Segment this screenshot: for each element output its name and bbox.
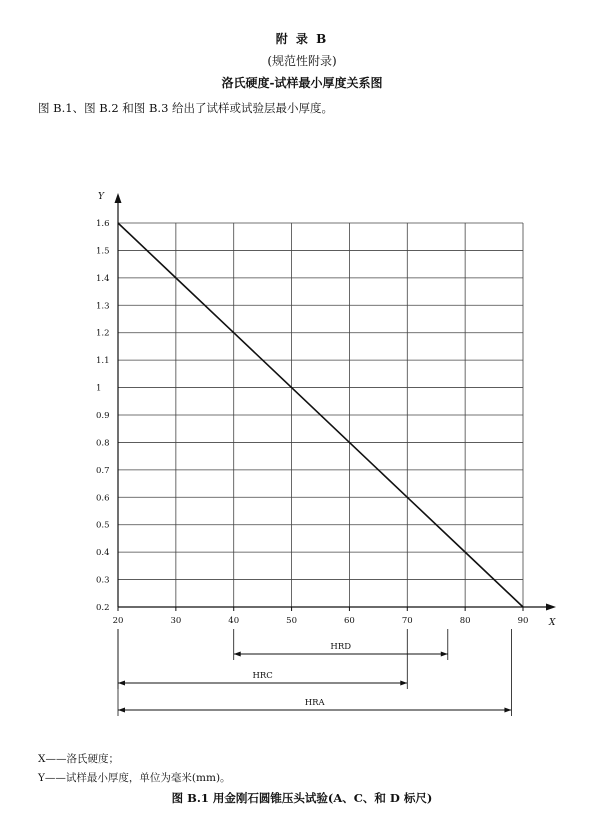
legend-y-description: Y——试样最小厚度，单位为毫米(mm)。: [38, 772, 231, 784]
y-tick-label: 0.2: [96, 603, 110, 613]
x-axis-label: X: [549, 618, 556, 628]
x-tick-label: 90: [517, 616, 529, 626]
range-arrow-left: [234, 652, 241, 657]
x-axis-arrow: [546, 604, 556, 611]
y-tick-label: 1.5: [96, 246, 110, 257]
y-tick-label: 0.8: [96, 438, 110, 449]
annex-title: 附 录 B: [275, 32, 329, 46]
y-tick-label: 1.3: [96, 301, 110, 312]
x-tick-label: 50: [286, 616, 297, 626]
range-label: HRD: [330, 642, 352, 652]
y-tick-label: 0.6: [96, 493, 110, 504]
x-tick-label: 70: [401, 616, 413, 626]
y-tick-label: 1.1: [96, 356, 110, 367]
y-tick-label: 0.9: [96, 411, 110, 421]
y-axis-arrow: [115, 193, 122, 203]
y-axis-label: Y: [98, 192, 104, 202]
range-arrow-right: [400, 681, 407, 686]
annex-subtitle: 洛氏硬度-试样最小厚度关系图: [221, 76, 383, 90]
x-tick-label: 80: [459, 616, 471, 626]
x-tick-label: 30: [170, 616, 182, 626]
range-arrow-left: [118, 708, 125, 713]
y-tick-label: 1.4: [96, 273, 110, 284]
y-tick-label: 0.4: [96, 548, 110, 559]
y-tick-label: 1.2: [96, 328, 110, 339]
range-arrow-left: [118, 681, 125, 686]
y-tick-label: 0.5: [96, 520, 110, 531]
range-label: HRC: [252, 671, 273, 681]
x-tick-label: 40: [228, 616, 240, 626]
annex-note: (规范性附录): [267, 54, 337, 68]
range-arrow-right: [504, 708, 511, 713]
x-tick-label: 20: [112, 616, 124, 626]
chart-tick-labels: [96, 219, 528, 626]
y-tick-label: 1.6: [96, 219, 110, 229]
y-tick-label: 0.3: [96, 575, 110, 586]
y-tick-label: 1: [96, 383, 102, 394]
y-tick-label: 0.7: [96, 465, 110, 476]
figure-caption: 图 B.1 用金刚石圆锥压头试验(A、C、和 D 标尺): [171, 791, 433, 805]
range-label: HRA: [304, 698, 325, 708]
chart-axes: [98, 192, 556, 628]
legend-x-description: X——洛氏硬度；: [38, 753, 119, 765]
scale-range-indicators: [118, 629, 511, 716]
range-arrow-right: [441, 652, 448, 657]
x-tick-label: 60: [344, 616, 355, 626]
intro-text: 图 B.1、图 B.2 和图 B.3 给出了试样或试验层最小厚度。: [38, 101, 334, 115]
